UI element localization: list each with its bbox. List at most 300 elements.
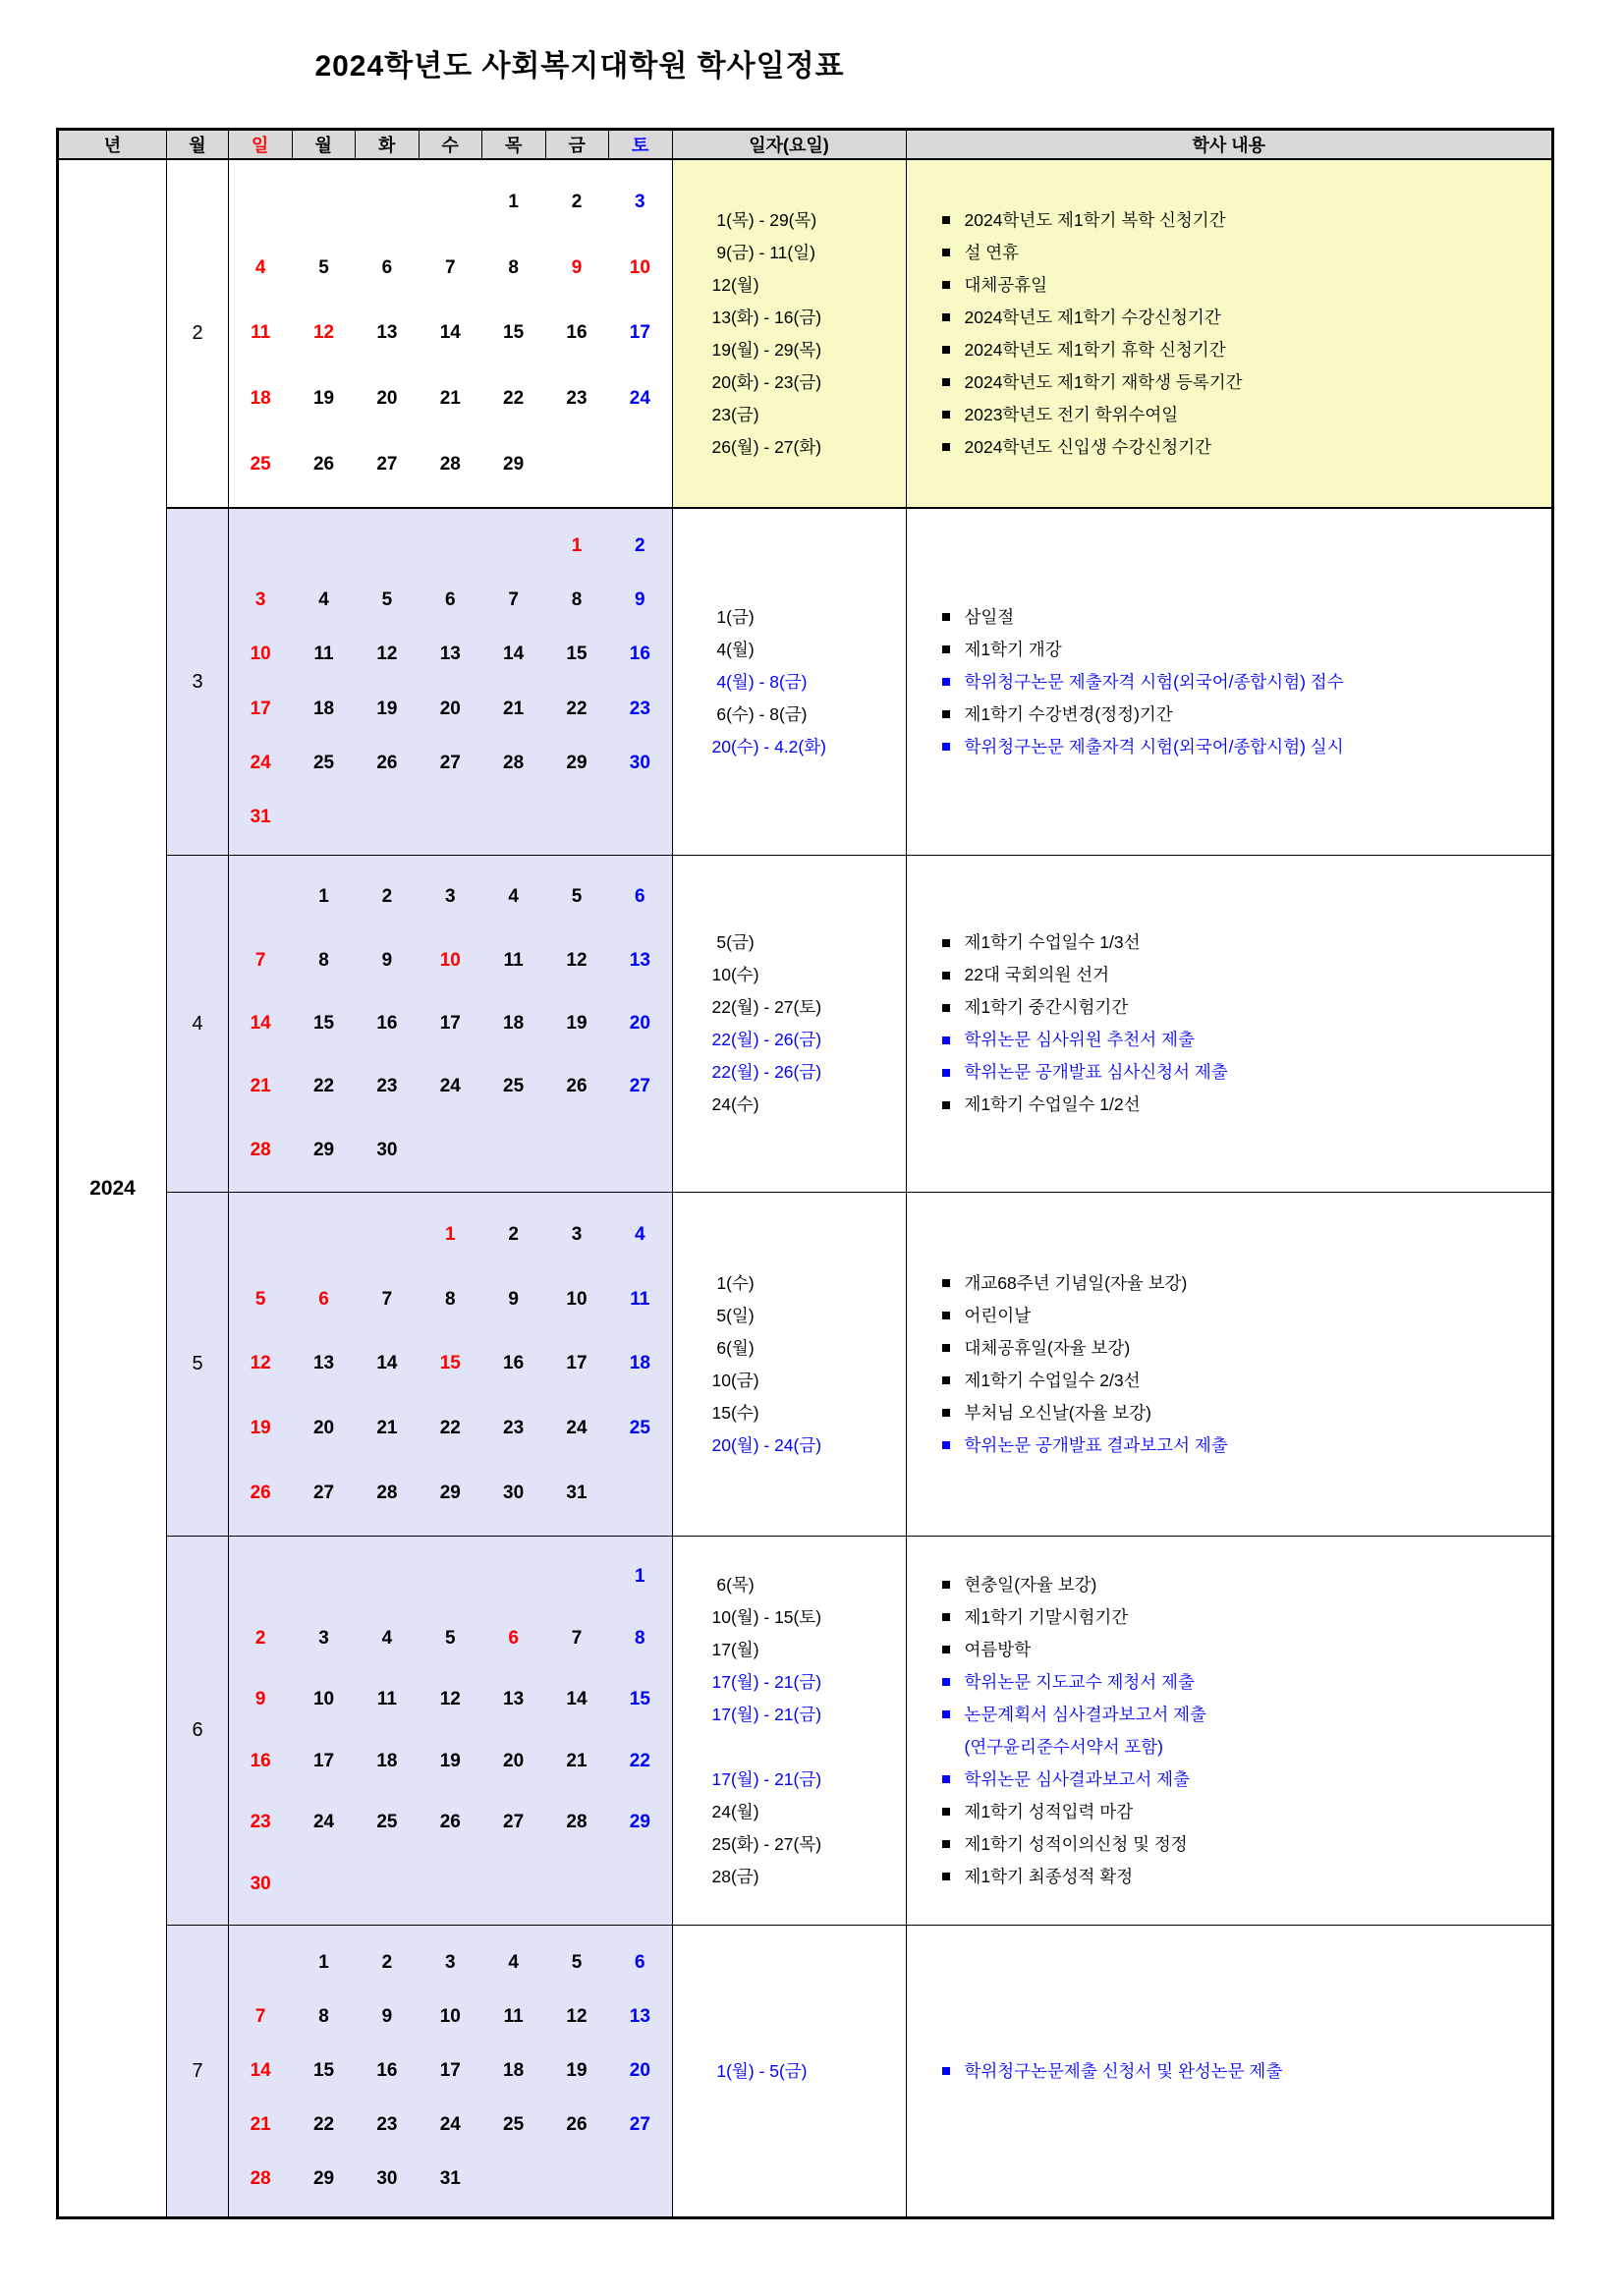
calendar-day: 27 bbox=[376, 453, 398, 475]
event-text: 설 연휴 bbox=[964, 242, 1020, 262]
date-range: 1(목) - 29(목) bbox=[711, 209, 817, 230]
calendar-week bbox=[229, 257, 672, 279]
calendar-day: 14 bbox=[439, 322, 461, 344]
calendar-day bbox=[292, 1566, 355, 1588]
square-bullet-icon bbox=[942, 1678, 950, 1686]
calendar-day bbox=[419, 807, 481, 828]
event-text: 부처님 오신날(자율 보강) bbox=[964, 1402, 1151, 1423]
calendar-day: 17 bbox=[439, 1012, 461, 1034]
date-range: 15(수) bbox=[711, 1402, 759, 1423]
calendar-day bbox=[292, 807, 355, 828]
calendar-day bbox=[481, 535, 544, 557]
square-bullet-icon bbox=[942, 1312, 950, 1319]
calendar-day: 23 bbox=[376, 2114, 398, 2136]
square-bullet-icon bbox=[942, 281, 950, 289]
calendar-day bbox=[608, 1874, 671, 1895]
calendar-day: 21 bbox=[503, 698, 525, 719]
calendar-day: 20 bbox=[439, 698, 461, 719]
date-range: 25(화) - 27(목) bbox=[711, 1833, 822, 1854]
calendar-day: 17 bbox=[629, 322, 650, 344]
calendar-day: 31 bbox=[566, 1483, 588, 1504]
date-range: 5(일) bbox=[711, 1305, 755, 1325]
date-range: 13(화) - 16(금) bbox=[711, 307, 822, 327]
date-range: 1(금) bbox=[711, 606, 755, 627]
event-item bbox=[942, 366, 1544, 399]
calendar-day: 16 bbox=[376, 1012, 398, 1034]
calendar-day: 11 bbox=[376, 1689, 397, 1710]
calendar-day: 24 bbox=[566, 1418, 588, 1439]
event-item bbox=[942, 1267, 1544, 1300]
calendar-day: 30 bbox=[629, 752, 650, 773]
event-text: 제1학기 개강 bbox=[964, 639, 1062, 659]
event-item bbox=[942, 269, 1544, 302]
event-text: 2024학년도 제1학기 휴학 신청기간 bbox=[964, 339, 1226, 360]
month-section-4 bbox=[167, 856, 1551, 1193]
calendar-day: 2 bbox=[254, 1627, 266, 1649]
date-range: 6(월) bbox=[711, 1337, 755, 1358]
calendar-day: 6 bbox=[444, 588, 456, 610]
calendar-day: 9 bbox=[508, 1288, 519, 1310]
calendar-day bbox=[419, 1140, 481, 1161]
calendar-day: 12 bbox=[250, 1353, 271, 1374]
event-text: (연구윤리준수서약서 포함) bbox=[964, 1736, 1163, 1757]
event-item bbox=[942, 1056, 1544, 1089]
calendar-day: 18 bbox=[312, 698, 335, 719]
calendar-day: 20 bbox=[312, 1418, 335, 1439]
calendar-day: 17 bbox=[566, 1353, 588, 1374]
event-text: 제1학기 최종성적 확정 bbox=[964, 1866, 1134, 1886]
calendar-day: 17 bbox=[312, 1750, 335, 1771]
calendar-day: 22 bbox=[629, 1750, 650, 1771]
date-range: 9(금) - 11(일) bbox=[711, 242, 815, 262]
calendar-day: 16 bbox=[503, 1353, 525, 1374]
calendar-week bbox=[229, 2168, 672, 2190]
date-column bbox=[673, 1193, 907, 1536]
month-section-6 bbox=[167, 1537, 1551, 1926]
calendar-day: 20 bbox=[629, 1012, 650, 1034]
calendar-day: 5 bbox=[571, 1951, 583, 1973]
event-item bbox=[942, 1634, 1544, 1666]
event-text: 제1학기 기말시험기간 bbox=[964, 1606, 1129, 1627]
calendar-day: 5 bbox=[381, 588, 393, 610]
square-bullet-icon bbox=[942, 710, 950, 718]
calendar-day: 1 bbox=[318, 886, 329, 908]
event-item bbox=[942, 601, 1544, 634]
calendar-day: 28 bbox=[250, 2168, 271, 2190]
calendar-day: 8 bbox=[571, 588, 583, 610]
month-section-3 bbox=[167, 509, 1551, 856]
event-text: 어린이날 bbox=[964, 1305, 1032, 1325]
mini-calendar bbox=[229, 509, 673, 855]
date-range: 10(수) bbox=[711, 965, 759, 984]
calendar-day: 29 bbox=[629, 1812, 650, 1833]
calendar-day: 9 bbox=[381, 2005, 393, 2027]
calendar-day bbox=[481, 1566, 544, 1588]
calendar-day: 19 bbox=[439, 1750, 461, 1771]
calendar-day: 22 bbox=[312, 2114, 335, 2136]
calendar-day: 8 bbox=[318, 2005, 329, 2027]
calendar-day: 4 bbox=[508, 1951, 519, 1973]
square-bullet-icon bbox=[942, 1873, 950, 1880]
square-bullet-icon bbox=[942, 743, 950, 751]
event-text: 22대 국회의원 선거 bbox=[964, 965, 1110, 984]
calendar-day: 3 bbox=[254, 588, 266, 610]
calendar-day: 29 bbox=[439, 1483, 461, 1504]
date-range: 4(월) bbox=[711, 639, 755, 659]
calendar-day: 27 bbox=[312, 1483, 335, 1504]
calendar-day: 7 bbox=[508, 588, 519, 610]
calendar-day bbox=[292, 1224, 355, 1246]
square-bullet-icon bbox=[942, 1613, 950, 1621]
calendar-day: 10 bbox=[629, 256, 650, 278]
square-bullet-icon bbox=[942, 216, 950, 224]
calendar-day: 8 bbox=[318, 949, 329, 971]
calendar-day: 6 bbox=[381, 256, 393, 278]
calendar-day bbox=[292, 1874, 355, 1895]
calendar-day: 21 bbox=[250, 1076, 271, 1097]
calendar-day bbox=[545, 1874, 608, 1895]
calendar-day: 25 bbox=[250, 453, 271, 475]
event-item bbox=[942, 1300, 1544, 1332]
calendar-day: 24 bbox=[439, 2114, 461, 2136]
event-text: 제1학기 수강변경(정정)기간 bbox=[964, 703, 1173, 724]
calendar-day bbox=[356, 1874, 419, 1895]
calendar-week bbox=[229, 388, 672, 410]
event-text: 삼일절 bbox=[964, 606, 1015, 627]
calendar-day: 10 bbox=[250, 644, 271, 665]
calendar-day: 28 bbox=[376, 1483, 398, 1504]
calendar-day: 12 bbox=[312, 322, 335, 344]
calendar-day: 10 bbox=[439, 949, 461, 971]
square-bullet-icon bbox=[942, 2067, 950, 2075]
calendar-day: 29 bbox=[312, 1139, 335, 1160]
month-section-2 bbox=[167, 160, 1551, 509]
event-text: 2024학년도 제1학기 수강신청기간 bbox=[964, 307, 1221, 327]
calendar-day bbox=[419, 535, 481, 557]
square-bullet-icon bbox=[942, 1441, 950, 1449]
calendar-week bbox=[229, 699, 672, 720]
event-text: 제1학기 수업일수 1/2선 bbox=[964, 1094, 1141, 1114]
calendar-day: 3 bbox=[571, 1223, 583, 1245]
calendar-day: 26 bbox=[250, 1483, 271, 1504]
header-day-thu: 목 bbox=[482, 131, 546, 158]
calendar-day: 16 bbox=[566, 322, 588, 344]
calendar-day bbox=[545, 1566, 608, 1588]
date-range bbox=[712, 1731, 906, 1764]
calendar-day bbox=[229, 1224, 292, 1246]
event-text: 학위논문 심사결과보고서 제출 bbox=[964, 1768, 1190, 1789]
calendar-day: 23 bbox=[629, 698, 650, 719]
header-content-column: 학사 내용 bbox=[1192, 136, 1266, 155]
calendar-day bbox=[229, 886, 292, 908]
calendar-day: 6 bbox=[508, 1627, 519, 1649]
calendar-table bbox=[56, 128, 1554, 2219]
event-text: 대체공휴일 bbox=[964, 274, 1048, 295]
calendar-day bbox=[356, 535, 419, 557]
event-column bbox=[907, 1926, 1552, 2216]
calendar-day: 25 bbox=[312, 752, 335, 773]
calendar-day bbox=[545, 807, 608, 828]
event-item bbox=[942, 1089, 1544, 1121]
calendar-day: 3 bbox=[444, 886, 456, 908]
calendar-day: 26 bbox=[312, 453, 335, 475]
square-bullet-icon bbox=[942, 1646, 950, 1653]
calendar-day: 5 bbox=[571, 886, 583, 908]
event-item bbox=[942, 204, 1544, 237]
event-item bbox=[942, 634, 1544, 666]
calendar-day: 26 bbox=[566, 1076, 588, 1097]
event-text: 제1학기 성적입력 마감 bbox=[964, 1801, 1134, 1821]
event-item bbox=[942, 1569, 1544, 1601]
calendar-day: 23 bbox=[376, 1076, 398, 1097]
event-item bbox=[942, 1861, 1544, 1893]
calendar-day: 21 bbox=[250, 2114, 271, 2136]
calendar-day: 24 bbox=[629, 388, 650, 410]
date-range: 10(금) bbox=[711, 1370, 759, 1390]
calendar-week bbox=[229, 1812, 672, 1833]
calendar-day: 1 bbox=[508, 192, 519, 213]
header-year: 년 bbox=[59, 131, 167, 158]
date-column bbox=[673, 1926, 907, 2216]
event-item bbox=[942, 399, 1544, 431]
year-label: 2024 bbox=[89, 1176, 136, 1200]
calendar-week bbox=[229, 950, 672, 972]
calendar-day bbox=[419, 192, 481, 213]
calendar-day: 4 bbox=[635, 1223, 645, 1245]
date-range: 24(월) bbox=[711, 1801, 759, 1821]
calendar-day: 1 bbox=[318, 1951, 329, 1973]
event-item bbox=[942, 1397, 1544, 1429]
header-day-sun: 일 bbox=[229, 131, 293, 158]
square-bullet-icon bbox=[942, 1036, 950, 1044]
calendar-day bbox=[545, 1140, 608, 1161]
calendar-day: 3 bbox=[318, 1627, 329, 1649]
calendar-day: 12 bbox=[566, 2005, 588, 2027]
square-bullet-icon bbox=[942, 1004, 950, 1012]
calendar-day bbox=[229, 535, 292, 557]
calendar-day: 14 bbox=[250, 1012, 271, 1034]
square-bullet-icon bbox=[942, 1581, 950, 1589]
header-day-mon: 월 bbox=[293, 131, 357, 158]
months-container bbox=[167, 160, 1551, 2216]
date-column bbox=[673, 856, 907, 1192]
calendar-day bbox=[608, 807, 671, 828]
event-text: 제1학기 수업일수 2/3선 bbox=[964, 1370, 1141, 1390]
calendar-day: 15 bbox=[312, 2059, 335, 2081]
calendar-day: 13 bbox=[503, 1689, 525, 1710]
calendar-day: 19 bbox=[376, 698, 398, 719]
month-number: 2 bbox=[167, 160, 229, 507]
calendar-day: 12 bbox=[376, 644, 398, 665]
calendar-day bbox=[419, 1566, 481, 1588]
calendar-day: 14 bbox=[376, 1353, 398, 1374]
calendar-week bbox=[229, 1140, 672, 1161]
calendar-day: 1 bbox=[444, 1223, 456, 1245]
month-number: 3 bbox=[167, 509, 229, 855]
square-bullet-icon bbox=[942, 1344, 950, 1352]
calendar-day: 6 bbox=[318, 1288, 329, 1310]
calendar-week bbox=[229, 1751, 672, 1772]
date-range: 17(월) - 21(금) bbox=[711, 1768, 822, 1789]
square-bullet-icon bbox=[942, 1409, 950, 1417]
calendar-day: 24 bbox=[439, 1076, 461, 1097]
calendar-day: 31 bbox=[439, 2168, 461, 2190]
calendar-day: 27 bbox=[629, 2114, 650, 2136]
event-text: 2023학년도 전기 학위수여일 bbox=[964, 404, 1179, 424]
calendar-day bbox=[356, 807, 419, 828]
calendar-day: 18 bbox=[503, 2059, 525, 2081]
calendar-day: 16 bbox=[629, 644, 650, 665]
calendar-day: 20 bbox=[629, 2059, 650, 2081]
calendar-day: 31 bbox=[250, 807, 271, 828]
calendar-day: 23 bbox=[250, 1812, 271, 1833]
event-text: 현충일(자율 보강) bbox=[964, 1574, 1097, 1595]
calendar-day: 5 bbox=[318, 256, 329, 278]
calendar-week bbox=[229, 2060, 672, 2082]
calendar-week bbox=[229, 886, 672, 908]
date-range: 6(수) - 8(금) bbox=[711, 703, 808, 724]
calendar-week bbox=[229, 1418, 672, 1439]
event-item bbox=[942, 1666, 1544, 1699]
event-column bbox=[907, 856, 1552, 1192]
calendar-day bbox=[229, 192, 292, 213]
calendar-day: 10 bbox=[312, 1689, 335, 1710]
calendar-day: 2 bbox=[508, 1223, 519, 1245]
event-item bbox=[942, 666, 1544, 699]
event-text: 학위청구논문 제출자격 시험(외국어/종합시험) 실시 bbox=[964, 736, 1344, 756]
calendar-day bbox=[356, 1224, 419, 1246]
event-item bbox=[942, 1332, 1544, 1365]
calendar-day: 4 bbox=[254, 256, 266, 278]
event-item bbox=[942, 1601, 1544, 1634]
calendar-day: 19 bbox=[566, 1012, 588, 1034]
calendar-day: 28 bbox=[439, 453, 461, 475]
event-text: 학위논문 공개발표 심사신청서 제출 bbox=[964, 1062, 1228, 1082]
event-item bbox=[942, 1429, 1544, 1462]
date-range: 24(수) bbox=[711, 1094, 759, 1114]
calendar-week bbox=[229, 589, 672, 611]
date-column bbox=[673, 160, 907, 507]
calendar-day: 13 bbox=[376, 322, 398, 344]
calendar-day: 27 bbox=[629, 1076, 650, 1097]
event-item bbox=[942, 1828, 1544, 1861]
date-range: 22(월) - 26(금) bbox=[711, 1062, 822, 1082]
calendar-day: 24 bbox=[312, 1812, 335, 1833]
calendar-day: 14 bbox=[566, 1689, 588, 1710]
calendar-day: 25 bbox=[376, 1812, 398, 1833]
event-text: 학위논문 지도교수 제청서 제출 bbox=[964, 1671, 1195, 1692]
calendar-day bbox=[608, 454, 671, 476]
square-bullet-icon bbox=[942, 443, 950, 451]
calendar-day: 8 bbox=[508, 256, 519, 278]
calendar-day: 8 bbox=[635, 1627, 645, 1649]
square-bullet-icon bbox=[942, 1710, 950, 1718]
date-range: 1(수) bbox=[711, 1272, 755, 1293]
square-bullet-icon bbox=[942, 1775, 950, 1783]
calendar-day bbox=[481, 1874, 544, 1895]
calendar-day: 22 bbox=[312, 1076, 335, 1097]
calendar-day: 19 bbox=[250, 1418, 271, 1439]
calendar-week bbox=[229, 1013, 672, 1035]
mini-calendar bbox=[229, 160, 673, 507]
calendar-day: 13 bbox=[439, 644, 461, 665]
event-item bbox=[942, 731, 1544, 763]
event-item bbox=[942, 1365, 1544, 1397]
calendar-week bbox=[229, 644, 672, 665]
calendar-day: 15 bbox=[312, 1012, 335, 1034]
calendar-day: 10 bbox=[439, 2005, 461, 2027]
calendar-day: 16 bbox=[250, 1750, 271, 1771]
square-bullet-icon bbox=[942, 313, 950, 321]
calendar-week bbox=[229, 1566, 672, 1588]
calendar-day: 15 bbox=[629, 1689, 650, 1710]
event-text: 2024학년도 제1학기 복학 신청기간 bbox=[964, 209, 1226, 230]
calendar-day bbox=[545, 454, 608, 476]
event-column bbox=[907, 1537, 1552, 1925]
header-day-sat: 토 bbox=[609, 131, 673, 158]
calendar-day: 28 bbox=[250, 1139, 271, 1160]
calendar-day: 25 bbox=[503, 1076, 525, 1097]
calendar-week bbox=[229, 1076, 672, 1097]
square-bullet-icon bbox=[942, 411, 950, 419]
calendar-day: 11 bbox=[630, 1288, 650, 1310]
date-range: 5(금) bbox=[711, 932, 755, 952]
calendar-day: 26 bbox=[566, 2114, 588, 2136]
event-item bbox=[942, 1024, 1544, 1056]
calendar-week bbox=[229, 1353, 672, 1374]
calendar-day: 18 bbox=[250, 388, 271, 410]
calendar-day: 1 bbox=[571, 534, 583, 556]
date-range: 1(월) - 5(금) bbox=[711, 2060, 808, 2081]
date-range: 26(월) - 27(화) bbox=[711, 436, 822, 457]
square-bullet-icon bbox=[942, 1101, 950, 1109]
event-text: 논문계획서 심사결과보고서 제출 bbox=[964, 1704, 1206, 1724]
calendar-day bbox=[481, 2168, 544, 2190]
date-range: 12(월) bbox=[711, 274, 759, 295]
event-text: 개교68주년 기념일(자율 보강) bbox=[964, 1272, 1188, 1293]
date-range: 17(월) - 21(금) bbox=[711, 1671, 822, 1692]
event-item bbox=[942, 302, 1544, 334]
event-item bbox=[942, 926, 1544, 959]
calendar-day: 26 bbox=[376, 752, 398, 773]
calendar-day: 25 bbox=[629, 1418, 650, 1439]
square-bullet-icon bbox=[942, 613, 950, 621]
table-body bbox=[59, 160, 1551, 2216]
square-bullet-icon bbox=[942, 1069, 950, 1077]
calendar-day: 11 bbox=[251, 322, 271, 344]
calendar-day: 2 bbox=[635, 534, 645, 556]
event-item bbox=[942, 699, 1544, 731]
calendar-day: 30 bbox=[376, 2168, 398, 2190]
calendar-day: 13 bbox=[312, 1353, 335, 1374]
date-range: 22(월) - 27(토) bbox=[711, 997, 822, 1017]
calendar-day: 22 bbox=[503, 388, 525, 410]
event-item bbox=[942, 1731, 1544, 1764]
calendar-day bbox=[545, 2168, 608, 2190]
mini-calendar bbox=[229, 1537, 673, 1925]
calendar-day: 5 bbox=[254, 1288, 266, 1310]
calendar-day: 18 bbox=[629, 1353, 650, 1374]
month-number: 5 bbox=[167, 1193, 229, 1536]
square-bullet-icon bbox=[942, 678, 950, 686]
date-range: 20(화) - 23(금) bbox=[711, 371, 822, 392]
calendar-day bbox=[481, 807, 544, 828]
table-header-row bbox=[59, 131, 1551, 160]
calendar-day: 21 bbox=[566, 1750, 588, 1771]
calendar-week bbox=[229, 753, 672, 774]
calendar-day: 6 bbox=[635, 1951, 645, 1973]
calendar-day: 21 bbox=[439, 388, 461, 410]
